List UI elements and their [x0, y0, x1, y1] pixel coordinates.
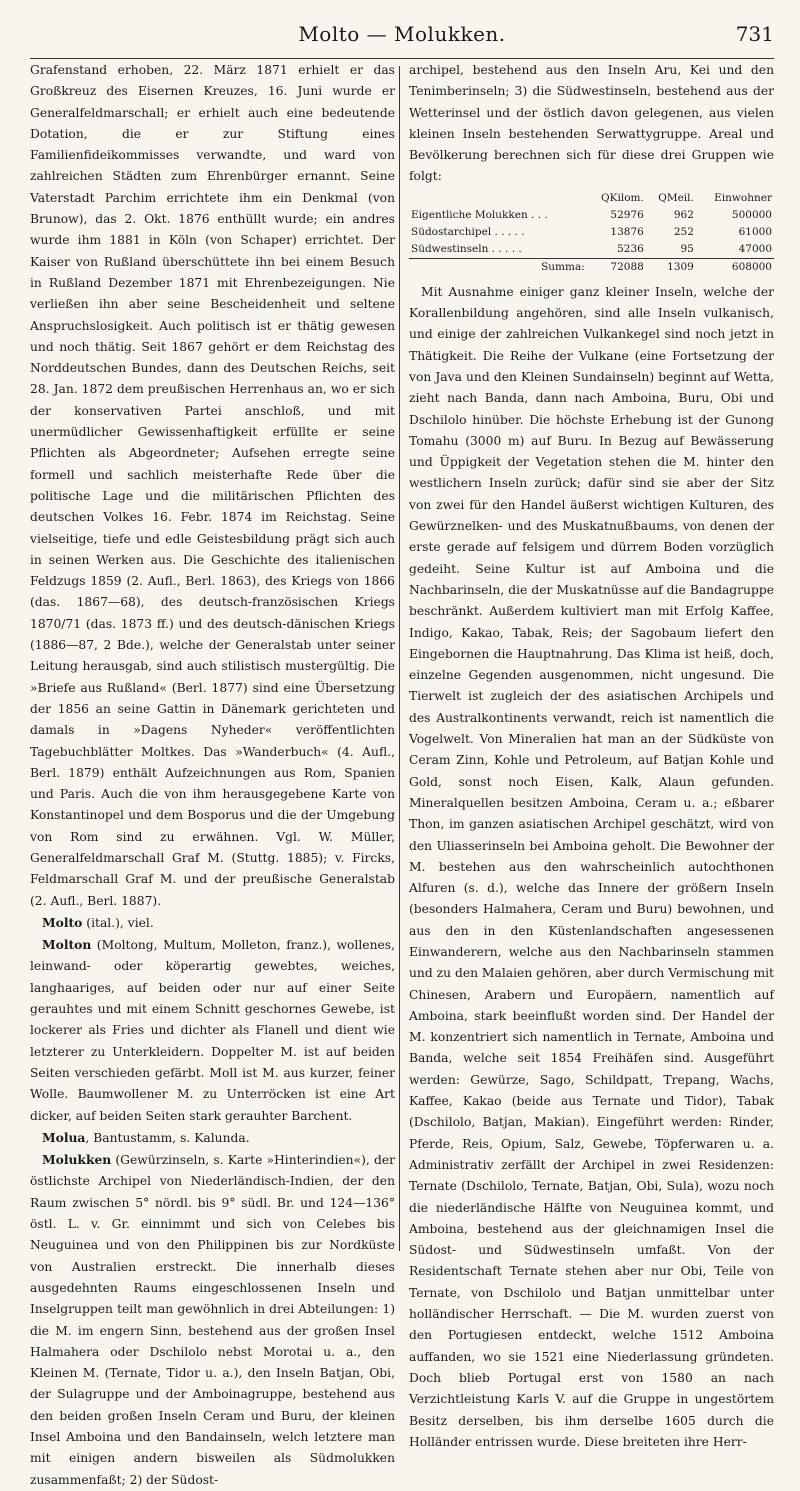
molukken-continuation: archipel, bestehend aus den Inseln Aru, Kei und den Tenimberinseln; 3) die Südwestinseln, bestehend aus der Wetterinsel und der östlich davon gelegenen, aus vielen kleinen Inseln bestehenden Serwattygruppe. Areal und Bevölkerung berechnen sich für diese drei Gruppen wie folgt: [409, 63, 774, 184]
entry-molua [30, 1127, 395, 1149]
entry-molukken [30, 1149, 395, 1491]
headword-molton: Molton [42, 937, 92, 953]
table-sum-row [409, 258, 774, 276]
cell-qm: 962 [673, 208, 694, 221]
table-header: Einwohner [714, 191, 772, 204]
text-columns [30, 60, 774, 1491]
cell-qm: 95 [680, 242, 694, 255]
entry-molto [30, 912, 395, 934]
sum-label: Summa: [409, 258, 587, 276]
page-header [30, 22, 774, 56]
sum-ew: 608000 [696, 258, 774, 276]
left-column [30, 60, 395, 1491]
table-header: QKilom. [601, 191, 644, 204]
headword-molua: Molua [42, 1129, 86, 1145]
cell-qm: 252 [673, 225, 694, 238]
right-column [409, 60, 774, 1491]
cell-ew: 61000 [738, 225, 772, 238]
page-number: 731 [735, 22, 774, 46]
cell-qkm: 5236 [617, 242, 644, 255]
entry-molto-text: (ital.), viel. [82, 915, 154, 930]
cell-qkm: 52976 [610, 208, 644, 221]
moltke-entry-continuation: Grafenstand erhoben, 22. März 1871 erhielt er das Großkreuz des Eisernen Kreuzes, 16. Juni wurde er Generalfeldmarschall; er erhielt auch eine bedeutende Dotation, die er zur Stiftung eines Familienfideikommisses verwandte, und ward von zahlreichen Städten zum Ehrenbürger ernannt. Seine Vaterstadt Parchim errichtete ihm ein Denkmal (von Brunow), das 2. Okt. 1876 enthüllt wurde; ein andres wurde ihm 1881 in Köln (von Schaper) errichtet. Der Kaiser von Rußland überschüttete ihn bei einem Besuch in Rußland Dezember 1871 mit Ehrenbezeigungen. Nie verließen ihn aber seine Bescheidenheit und seltene Anspruchslosigkeit. Auch politisch ist er thätig gewesen und noch thätig. Seit 1867 gehört er dem Reichstag des Norddeutschen Bundes, dann des Deutschen Reichs, seit 28. Jan. 1872 dem preußischen Herrenhaus an, wo er sich der konservativen Partei anschloß, und mit unermüdlicher Gewissenhaftigkeit erfüllte er seine Pflichten als Abgeordneter; Aufsehen erregte seine formell und sachlich meisterhafte Rede über die politische Lage und die militärischen Pflichten des deutschen Volkes 16. Febr. 1874 im Reichstag. Seine vielseitige, tiefe und edle Geistesbildung prägt sich auch in seinen Werken aus. Die Geschichte des italienischen Feldzugs 1859 (2. Aufl., Berl. 1863), des Kriegs von 1866 (das. 1867—68), des deutsch-französischen Kriegs 1870/71 (das. 1873 ff.) und des deutsch-dänischen Kriegs (1886—87, 2 Bde.), welche der Generalstab unter seiner Leitung herausgab, sind auch stilistisch mustergültig. Die »Briefe aus Rußland« (Berl. 1877) sind eine Übersetzung der 1856 an seine Gattin in Dänemark gerichteten und damals in »Dagens Nyheder« veröffentlichten Tagebuchblätter Moltkes. Das »Wanderbuch« (4. Aufl., Berl. 1879) enthält Aufzeichnungen aus Rom, Spanien und Paris. Auch die von ihm herausgegebene Karte von Konstantinopel und dem Bosporus und die der Umgebung von Rom sind zu erwähnen. Vgl. W. Müller, Generalfeldmarschall Graf M. (Stuttg. 1885); v. Fircks, Feldmarschall Graf M. und der preußische Generalstab (2. Aufl., Berl. 1887). [30, 63, 395, 908]
cell-ew: 500000 [731, 208, 772, 221]
cell-qkm: 13876 [610, 225, 644, 238]
column-divider [399, 66, 400, 1251]
running-title: Molto — Molukken. [298, 22, 506, 46]
entry-molton [30, 934, 395, 1127]
entry-molukken-text: (Gewürzinseln, s. Karte »Hinterindien«), der östlichste Archipel von Niederländisch-Indien, der den Raum zwischen 5° nördl. bis 9° südl. Br. und 124—136° östl. L. v. Gr. einnimmt und sich von Celebes bis Neuguinea und von den Philippinen bis zur Nordküste von Australien erstreckt. Die innerhalb dieses ausgedehnten Raums eingeschlossenen Inseln und Inselgruppen teilt man gewöhnlich in drei Abteilungen: 1) die M. im engern Sinn, bestehend aus der großen Insel Halmahera oder Dschilolo nebst Morotai u. a., den Kleinen M. (Ternate, Tidor u. a.), den Inseln Batjan, Obi, der Sulagruppe und der Amboinagruppe, bestehend aus den beiden großen Inseln Ceram und Buru, der kleinen Insel Amboina und den Bandainseln, welch letztere man mit einigen andern bisweilen als Südmolukken zusammenfaßt; 2) der Südost- [30, 1153, 395, 1487]
table-header: QMeil. [658, 191, 694, 204]
headword-molto: Molto [42, 914, 83, 930]
table-header-empty [409, 190, 587, 207]
molukken-body: Mit Ausnahme einiger ganz kleiner Inseln, welche der Korallenbildung angehören, sind alle Inseln vulkanisch, und einige der zahlreichen Vulkankegel sind noch jetzt in Thätigkeit. Die Reihe der Vulkane (eine Fortsetzung der von Java und den Kleinen Sundainseln) beginnt auf Wetta, zieht nach Banda, dann nach Amboina, Buru, Obi und Dschilolo hinüber. Die höchste Erhebung ist der Gunong Tomahu (3000 m) auf Buru. In Bezug auf Bewässerung und Üppigkeit der Vegetation stehen die M. hinter den westlichern Inseln zurück; dafür sind sie aber der Sitz von zwei für den Handel äußerst wichtigen Kulturen, des Gewürznelken- und des Muskatnußbaums, von denen der erste gerade auf felsigem und dürrem Boden vorzüglich gedeiht. Seine Kultur ist auf Amboina und die Nachbarinseln, die der Muskatnüsse auf die Bandagruppe beschränkt. Außerdem kultiviert man mit Erfolg Kaffee, Indigo, Kakao, Tabak, Reis; der Sagobaum liefert den Eingebornen die Hauptnahrung. Das Klima ist heiß, doch, einzelne Gegenden ausgenommen, nicht ungesund. Die Tierwelt ist zugleich der des asiatischen Archipels und des Australkontinents verwandt, reich ist namentlich die Vogelwelt. Von Mineralien hat man an der Südküste von Ceram Zinn, Kohle und Petroleum, auf Batjan Kohle und Gold, sonst noch Eisen, Kalk, Alaun gefunden. Mineralquellen besitzen Amboina, Ceram u. a.; eßbarer Thon, im ganzen asiatischen Archipel geschätzt, wird von den Uliasserinseln bei Amboina geholt. Die Bewohner der M. bestehen aus den wahrscheinlich autochthonen Alfuren (s. d.), welche das Innere der größern Inseln (besonders Halmahera, Ceram und Buru) bewohnen, und aus den in den Küstenlandschaften angesessenen Einwanderern, welche aus den Nachbarinseln stammen und zu den Malaien gehören, aber durch Vermischung mit Chinesen, Arabern und Europäern, namentlich auf Amboina, stark beeinflußt worden sind. Der Handel der M. konzentriert sich namentlich in Ternate, Amboina und Banda, welche seit 1854 Freihäfen sind. Ausgeführt werden: Gewürze, Sago, Schildpatt, Trepang, Wachs, Kaffee, Kakao (beide aus Ternate und Tidor), Tabak (Dschilolo, Batjan, Makian). Eingeführt werden: Rinder, Pferde, Reis, Opium, Salz, Gewebe, Töpferwaren u. a. Administrativ zerfällt der Archipel in zwei Residenzen: Ternate (Dschilolo, Ternate, Batjan, Obi, Sula), wozu noch die niederländische Hälfte von Neuguinea kommt, und Amboina, bestehend aus der gleichnamigen Insel die Südost- und Südwestinseln umfaßt. Von der Residentschaft Ternate stehen aber nur Obi, Teile von Ternate, von Dschilolo und Batjan unmittelbar unter holländischer Herrschaft. — Die M. wurden zuerst von den Portugiesen entdeckt, welche 1512 Amboina auffanden, wo sie 1521 eine Niederlassung gründeten. Doch blieb Portugal erst von 1580 an nach Verzichtleistung Karls V. auf die Gruppe in ungestörtem Besitz derselben, bis ihm derselbe 1605 durch die Holländer entrissen wurde. Diese breiteten ihre Herr- [409, 284, 774, 1449]
row-label: Südostarchipel . . . . . [411, 225, 525, 238]
row-label: Eigentliche Molukken . . . [411, 208, 548, 221]
row-label: Südwestinseln . . . . . [411, 242, 522, 255]
table-row [409, 241, 774, 259]
header-rule [30, 58, 774, 59]
entry-molua-text: , Bantustamm, s. Kalunda. [85, 1130, 250, 1145]
table-row [409, 207, 774, 224]
headword-molukken: Molukken [42, 1152, 112, 1168]
table-row [409, 224, 774, 241]
entry-molton-text: (Moltong, Multum, Molleton, franz.), wollenes, leinwand- oder köperartig gewebtes, weiches, langhaariges, auf beiden oder nur auf einer Seite gerauhtes und mit einem Schnitt geschornes Gewebe, ist lockerer als Fries und dichter als Flanell und dient wie letzterer zu Unterkleidern. Doppelter M. ist auf beiden Seiten verschieden gefärbt. Moll ist M. aus kurzer, feiner Wolle. Baumwollener M. zu Unterröcken ist eine Art dicker, auf beiden Seiten stark gerauhter Barchent. [30, 938, 395, 1123]
sum-qm: 1309 [646, 258, 696, 276]
sum-qkm: 72088 [587, 258, 646, 276]
area-population-table [409, 190, 774, 276]
table-header-row [409, 190, 774, 207]
cell-ew: 47000 [738, 242, 772, 255]
